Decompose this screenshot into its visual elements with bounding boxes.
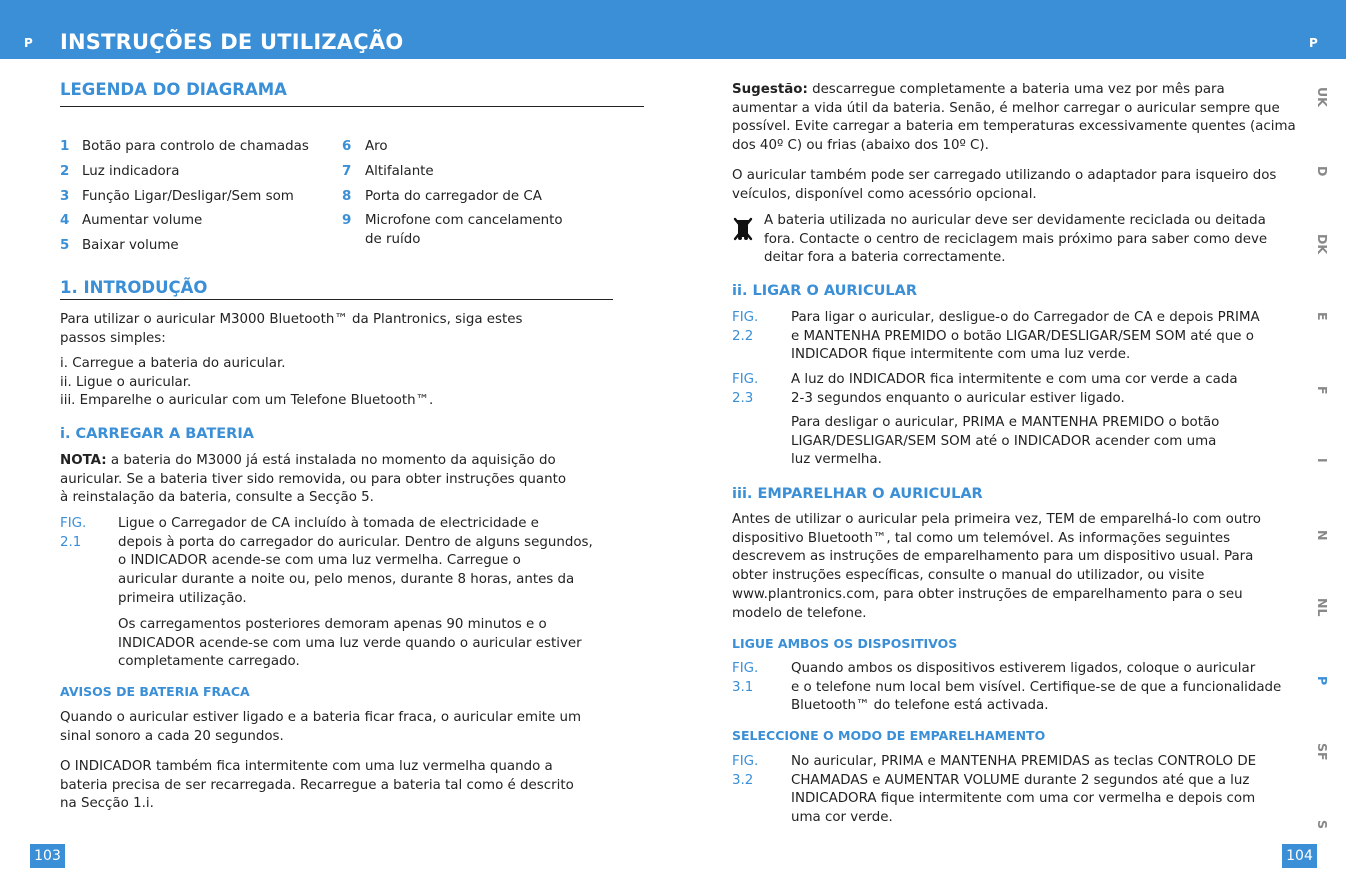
language-tab-i[interactable]: I — [1315, 458, 1330, 463]
tip-label: Sugestão: — [732, 82, 808, 97]
pairing-mode-heading: SELECCIONE O MODO DE EMPARELHAMENTO — [732, 728, 1046, 743]
language-code-left: P — [24, 36, 33, 50]
page-number-right: 104 — [1282, 844, 1317, 868]
legend-label-cont: de ruído — [365, 232, 421, 247]
page-number-left: 103 — [30, 844, 65, 868]
language-tab-f[interactable]: F — [1315, 386, 1330, 395]
charge-followup — [118, 616, 582, 672]
text-line: luz vermelha. — [791, 452, 882, 468]
text-line: o INDICADOR acende-se com uma luz vermelha. Carregue o — [118, 553, 521, 569]
text-line: Quando ambos os dispositivos estiverem ligados, coloque o auricular — [791, 661, 1256, 676]
text-line: CHAMADAS e AUMENTAR VOLUME durante 2 segundos até que a luz — [791, 772, 1250, 788]
legend-number: 6 — [342, 139, 352, 154]
text-line: bateria precisa de ser recarregada. Recarregue a bateria tal como é descrito — [60, 777, 574, 793]
legend-number: 5 — [60, 238, 70, 253]
low-battery-heading: AVISOS DE BATERIA FRACA — [60, 684, 250, 699]
power-off-paragraph — [791, 414, 1219, 470]
legend-label: Altifalante — [365, 164, 434, 179]
legend-number: 3 — [60, 189, 70, 204]
text-line: dos 40º C) ou frias (abaixo dos 10º C). — [732, 138, 989, 154]
intro-heading: 1. INTRODUÇÃO — [60, 278, 208, 297]
text-line: INDICADOR fique intermitente com uma luz verde. — [791, 347, 1131, 363]
text-line: A luz do INDICADOR fica intermitente e com uma cor verde a cada — [791, 372, 1238, 387]
text-line: sinal sonoro a cada 20 segundos. — [60, 728, 284, 744]
legend-label: Aumentar volume — [82, 213, 203, 228]
legend-number: 4 — [60, 213, 70, 228]
intro-steps — [60, 355, 433, 411]
legend-label: Luz indicadora — [82, 164, 180, 179]
recycle-bin-icon — [733, 216, 753, 242]
intro-paragraph — [60, 311, 523, 348]
language-tab-n[interactable]: N — [1315, 530, 1330, 541]
text-line: na Secção 1.i. — [60, 796, 154, 812]
figure-reference: FIG. 2.2 — [732, 310, 759, 344]
legend-label: Porta do carregador de CA — [365, 189, 542, 204]
text-line: No auricular, PRIMA e MANTENHA PREMIDAS as teclas CONTROLO DE — [791, 754, 1257, 769]
legend-number: 2 — [60, 164, 70, 179]
text-line: possível. Evite carregar a bateria em temperaturas excessivamente quentes (acima — [732, 119, 1296, 135]
text-line: www.plantronics.com, para obter instruções de emparelhamento para o seu — [732, 586, 1243, 602]
low-battery-paragraph-1 — [60, 709, 581, 746]
legend-label: Função Ligar/Desligar/Sem som — [82, 189, 294, 204]
language-tab-nl[interactable]: NL — [1315, 598, 1330, 617]
pair-paragraph — [732, 511, 1261, 623]
legend-number: 8 — [342, 189, 352, 204]
text-line: Para utilizar o auricular M3000 Bluetooth™ da Plantronics, siga estes — [60, 312, 523, 327]
legend-heading: LEGENDA DO DIAGRAMA — [60, 80, 287, 99]
power-heading: ii. LIGAR O AURICULAR — [732, 283, 917, 299]
text-line: 2-3 segundos enquanto o auricular estiver ligado. — [791, 390, 1125, 406]
figure-reference: FIG. 2.1 — [60, 516, 87, 550]
text-line: aumentar a vida útil da bateria. Senão, é melhor carregar o auricular sempre que — [732, 100, 1280, 116]
text-line: Os carregamentos posteriores demoram apenas 90 minutos e o — [118, 617, 547, 632]
text-line: à reinstalação da bateria, consulte a Secção 5. — [60, 490, 374, 506]
figure-reference: FIG. 3.2 — [732, 754, 759, 788]
text-line: depois à porta do carregador do auricular. Dentro de alguns segundos, — [118, 534, 593, 550]
text-line: LIGAR/DESLIGAR/SEM SOM até o INDICADOR acender com uma — [791, 433, 1217, 449]
figure-reference: FIG. 3.1 — [732, 661, 759, 695]
legend-number: 7 — [342, 164, 352, 179]
legend-divider — [60, 106, 644, 107]
legend-number: 1 — [60, 139, 70, 154]
text-line: O auricular também pode ser carregado utilizando o adaptador para isqueiro dos — [732, 168, 1277, 183]
text-line: a bateria do M3000 já está instalada no momento da aquisição do — [106, 453, 556, 468]
text-line: A bateria utilizada no auricular deve ser devidamente reciclada ou deitada — [764, 213, 1266, 228]
text-line: deitar fora a bateria correctamente. — [764, 250, 1006, 266]
text-line: uma cor verde. — [791, 810, 893, 826]
text-line: Bluetooth™ do telefone está activada. — [791, 698, 1049, 714]
step-item: i. Carregue a bateria do auricular. — [60, 356, 286, 371]
note-label: NOTA: — [60, 453, 107, 468]
charge-heading: i. CARREGAR A BATERIA — [60, 426, 254, 442]
header-bar — [0, 0, 1346, 59]
legend-label: Microfone com cancelamento — [365, 213, 563, 228]
legend-number: 9 — [342, 213, 352, 228]
page-title: INSTRUÇÕES DE UTILIZAÇÃO — [60, 30, 404, 54]
language-tab-p[interactable]: P — [1315, 676, 1330, 686]
language-code-right: P — [1309, 36, 1318, 50]
tip-paragraph — [732, 81, 1296, 156]
language-tab-s[interactable]: S — [1315, 820, 1330, 830]
text-line: completamente carregado. — [118, 654, 300, 670]
text-line: Ligue o Carregador de CA incluído à tomada de electricidade e — [118, 516, 539, 531]
language-tab-uk[interactable]: UK — [1315, 87, 1330, 107]
step-item: ii. Ligue o auricular. — [60, 374, 192, 390]
text-line: INDICADORA fique intermitente com uma cor vermelha e depois com — [791, 791, 1256, 807]
text-line: auricular durante a noite ou, pelo menos, durante 8 horas, antes da — [118, 572, 575, 588]
text-line: e o telefone num local bem visível. Certifique-se de que a funcionalidade — [791, 679, 1282, 695]
text-line: INDICADOR acende-se com uma luz verde quando o auricular estiver — [118, 635, 582, 651]
step-item: iii. Emparelhe o auricular com um Telefone Bluetooth™. — [60, 393, 434, 409]
legend-label: Aro — [365, 139, 388, 154]
text-line: dispositivo Bluetooth™, tal como um telemóvel. As informações seguintes — [732, 530, 1231, 546]
text-line: auricular. Se a bateria tiver sido removida, ou para obter instruções quanto — [60, 471, 567, 487]
text-line: Antes de utilizar o auricular pela primeira vez, TEM de emparelhá-lo com outro — [732, 512, 1261, 527]
intro-divider — [60, 299, 613, 300]
text-line: Para desligar o auricular, PRIMA e MANTENHA PREMIDO o botão — [791, 415, 1220, 430]
car-charger-paragraph — [732, 167, 1276, 204]
text-line: Quando o auricular estiver ligado e a bateria ficar fraca, o auricular emite um — [60, 710, 582, 725]
language-tab-dk[interactable]: DK — [1315, 234, 1330, 255]
figure-reference: FIG. 2.3 — [732, 372, 759, 406]
recycle-notice — [764, 212, 1267, 268]
text-line: O INDICADOR também fica intermitente com uma luz vermelha quando a — [60, 759, 553, 774]
text-line: veículos, disponível como acessório opcional. — [732, 186, 1037, 202]
connect-both-heading: LIGUE AMBOS OS DISPOSITIVOS — [732, 636, 958, 651]
language-tab-d[interactable]: D — [1315, 166, 1330, 177]
note-paragraph — [60, 452, 566, 508]
legend-label: Botão para controlo de chamadas — [82, 139, 309, 154]
text-line: Para ligar o auricular, desligue-o do Carregador de CA e depois PRIMA — [791, 310, 1260, 325]
language-tab-e[interactable]: E — [1315, 312, 1330, 321]
language-tab-sf[interactable]: SF — [1315, 743, 1330, 761]
text-line: obter instruções específicas, consulte o manual do utilizador, ou visite — [732, 568, 1205, 584]
text-line: modelo de telefone. — [732, 605, 867, 621]
text-line: e MANTENHA PREMIDO o botão LIGAR/DESLIGAR/SEM SOM até que o — [791, 328, 1254, 344]
text-line: fora. Contacte o centro de reciclagem mais próximo para saber como deve — [764, 231, 1268, 247]
legend-label: Baixar volume — [82, 238, 179, 253]
text-line: descarregue completamente a bateria uma vez por mês para — [807, 82, 1225, 97]
text-line: descrevem as instruções de emparelhamento para um dispositivo usual. Para — [732, 549, 1254, 565]
text-line: primeira utilização. — [118, 590, 247, 606]
text-line: passos simples: — [60, 330, 166, 346]
low-battery-paragraph-2 — [60, 758, 574, 814]
pair-heading: iii. EMPARELHAR O AURICULAR — [732, 486, 983, 502]
